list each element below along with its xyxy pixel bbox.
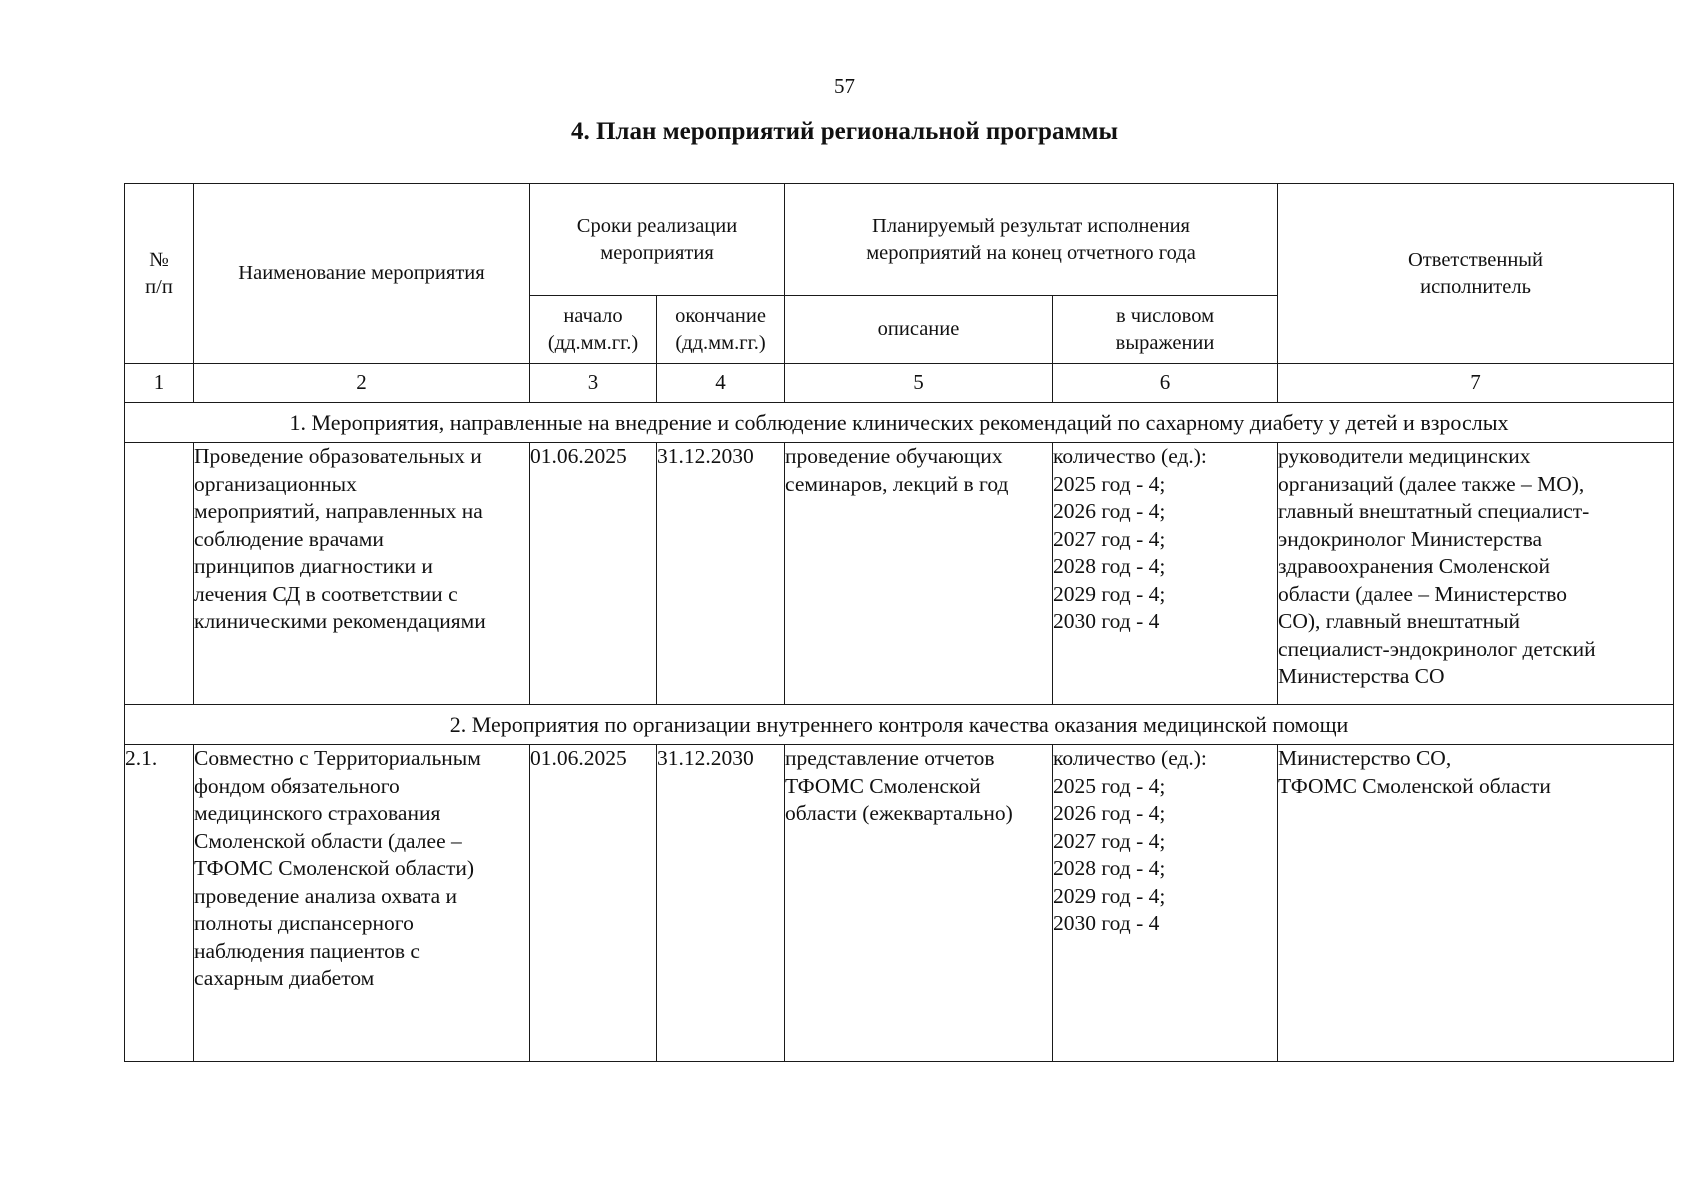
column-number: 1 bbox=[125, 364, 194, 403]
cell-name: Проведение образовательных и организационных мероприятий, направленных на соблюдение врачами принципов диагностики и лечения СД в соответствии с клиническими рекомендациями bbox=[194, 443, 530, 705]
table-row bbox=[125, 745, 1674, 1062]
column-number: 6 bbox=[1053, 364, 1278, 403]
header-description: описание bbox=[785, 296, 1053, 364]
column-number: 3 bbox=[530, 364, 657, 403]
header-name: Наименование мероприятия bbox=[194, 184, 530, 364]
section-title: 2. Мероприятия по организации внутреннего контроля качества оказания медицинской помощи bbox=[125, 705, 1674, 745]
column-number: 5 bbox=[785, 364, 1053, 403]
header-end: окончание (дд.мм.гг.) bbox=[657, 296, 785, 364]
cell-num bbox=[125, 443, 194, 705]
cell-responsible: Министерство СО, ТФОМС Смоленской области bbox=[1278, 745, 1674, 1062]
header-result: Планируемый результат исполнения мероприятий на конец отчетного года bbox=[785, 184, 1278, 296]
cell-numeric: количество (ед.): 2025 год - 4; 2026 год - 4; 2027 год - 4; 2028 год - 4; 2029 год - 4; 2030 год - 4 bbox=[1053, 745, 1278, 1062]
cell-start: 01.06.2025 bbox=[530, 443, 657, 705]
page-title: 4. План мероприятий региональной программы bbox=[570, 118, 1119, 145]
cell-name: Совместно с Территориальным фондом обязательного медицинского страхования Смоленской области (далее – ТФОМС Смоленской области) проведение анализа охвата и полноты диспансерного наблюдения пациентов с сахарным диабетом bbox=[194, 745, 530, 1062]
cell-num: 2.1. bbox=[125, 745, 194, 1062]
cell-description: представление отчетов ТФОМС Смоленской области (ежеквартально) bbox=[785, 745, 1053, 1062]
header-row-1 bbox=[125, 184, 1674, 296]
cell-end: 31.12.2030 bbox=[657, 745, 785, 1062]
header-num: № п/п bbox=[125, 184, 194, 364]
column-number: 2 bbox=[194, 364, 530, 403]
header-numeric: в числовом выражении bbox=[1053, 296, 1278, 364]
page-number: 57 bbox=[834, 74, 855, 98]
section-row bbox=[125, 705, 1674, 745]
section-title: 1. Мероприятия, направленные на внедрение и соблюдение клинических рекомендаций по сахарному диабету у детей и взрослых bbox=[125, 403, 1674, 443]
column-number: 7 bbox=[1278, 364, 1674, 403]
cell-responsible: руководители медицинских организаций (далее также – МО), главный внештатный специалист- эндокринолог Министерства здравоохранения Смоленской области (далее – Министерство СО), главный внештатный специалист-эндокринолог детский Министерства СО bbox=[1278, 443, 1674, 705]
header-terms: Сроки реализации мероприятия bbox=[530, 184, 785, 296]
plan-table bbox=[124, 183, 1674, 1062]
cell-description: проведение обучающих семинаров, лекций в год bbox=[785, 443, 1053, 705]
header-responsible: Ответственный исполнитель bbox=[1278, 184, 1674, 364]
section-row bbox=[125, 403, 1674, 443]
cell-start: 01.06.2025 bbox=[530, 745, 657, 1062]
header-start: начало (дд.мм.гг.) bbox=[530, 296, 657, 364]
table-row bbox=[125, 443, 1674, 705]
column-numbers-row bbox=[125, 364, 1674, 403]
column-number: 4 bbox=[657, 364, 785, 403]
cell-end: 31.12.2030 bbox=[657, 443, 785, 705]
cell-numeric: количество (ед.): 2025 год - 4; 2026 год - 4; 2027 год - 4; 2028 год - 4; 2029 год - 4; 2030 год - 4 bbox=[1053, 443, 1278, 705]
